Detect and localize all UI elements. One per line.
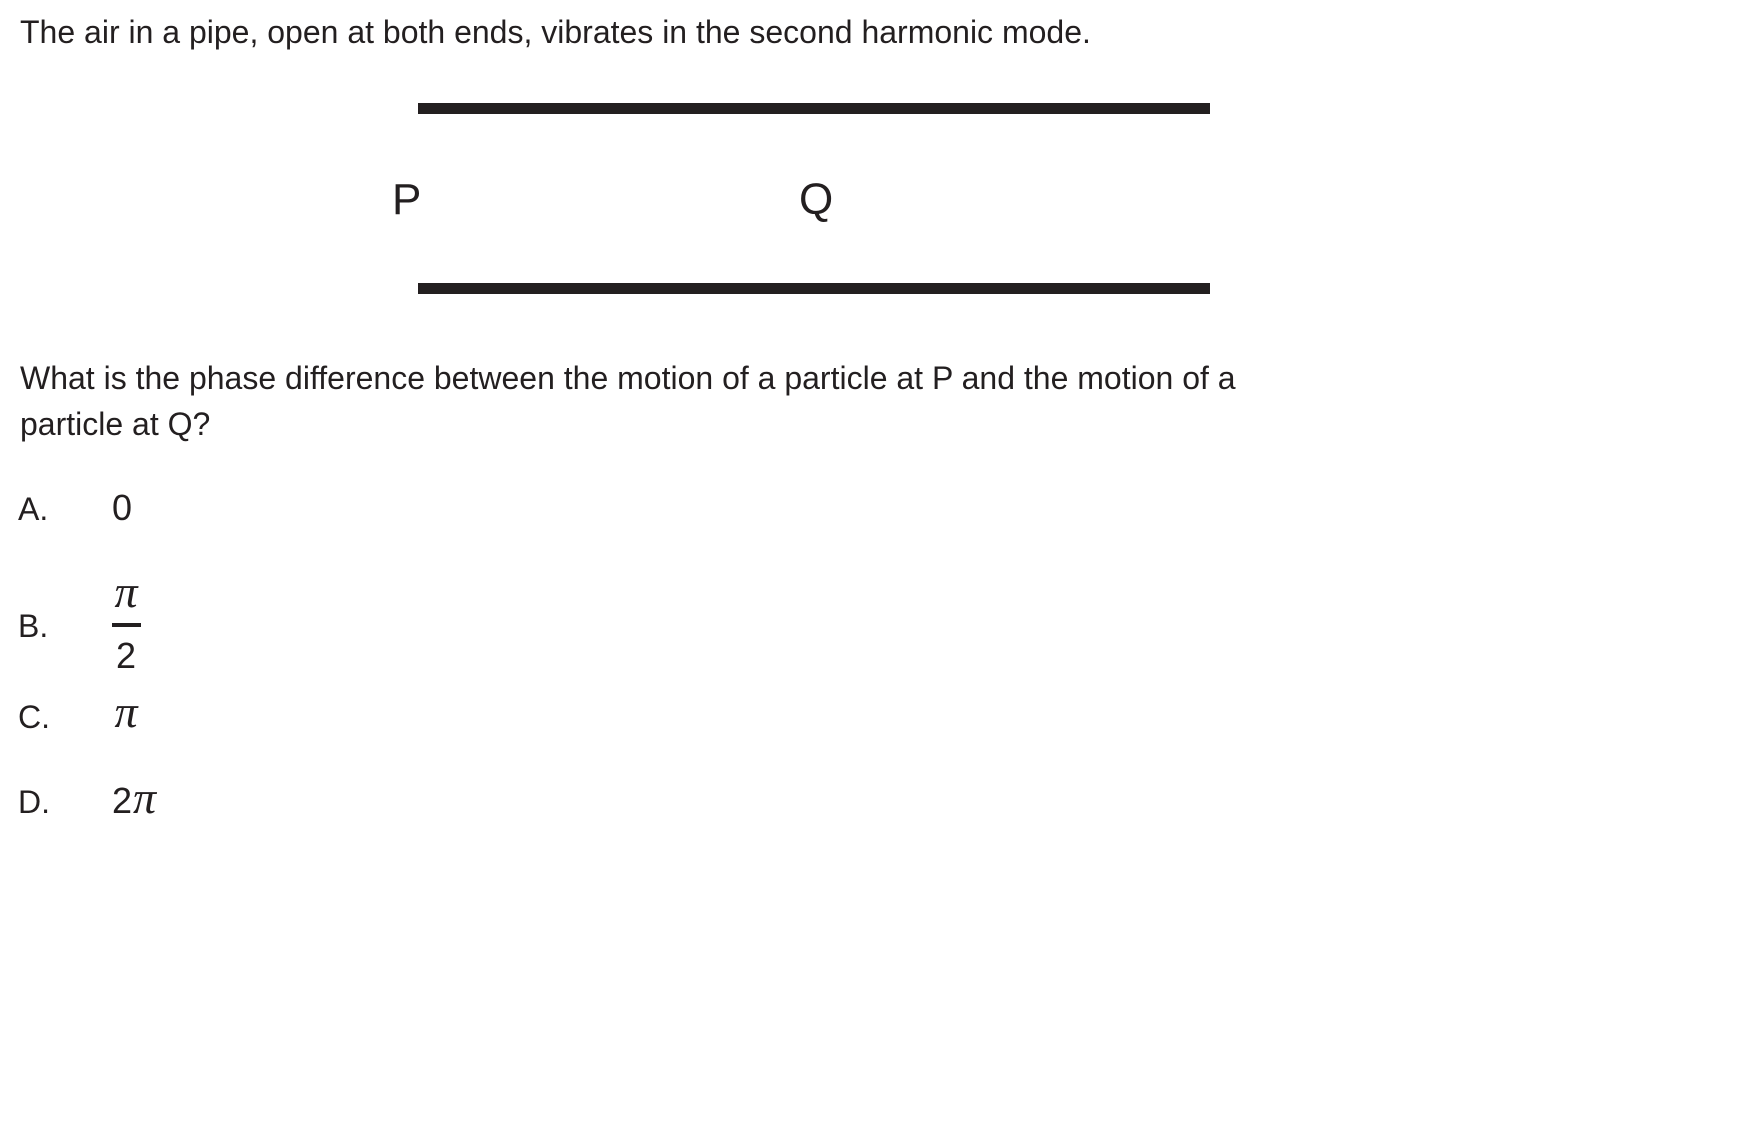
question-intro-text: The air in a pipe, open at both ends, vibrates in the second harmonic mode.: [20, 14, 1091, 50]
option-d-letter: D.: [18, 784, 50, 820]
option-b-fraction-denominator: 2: [115, 635, 137, 676]
point-q-label: Q: [799, 175, 834, 224]
question-text: [20, 355, 1236, 447]
question-line-2: particle at Q?: [20, 406, 211, 442]
point-p-label: P: [392, 175, 422, 224]
pipe-bottom-wall: [418, 283, 1210, 294]
question-line-1: What is the phase difference between the motion of a particle at P and the motion of a: [20, 360, 1236, 396]
option-a-letter: A.: [18, 491, 49, 527]
option-a-value: 0: [112, 487, 133, 528]
option-d-value-coefficient: 2: [112, 780, 133, 821]
option-c-letter: C.: [18, 699, 50, 735]
option-d-value-pi: π: [133, 772, 157, 823]
option-b-fraction-numerator: π: [114, 566, 138, 617]
option-b-fraction-bar: [112, 623, 141, 627]
option-b-letter: B.: [18, 608, 49, 644]
pipe-top-wall: [418, 103, 1210, 114]
option-c-value: π: [114, 686, 138, 737]
